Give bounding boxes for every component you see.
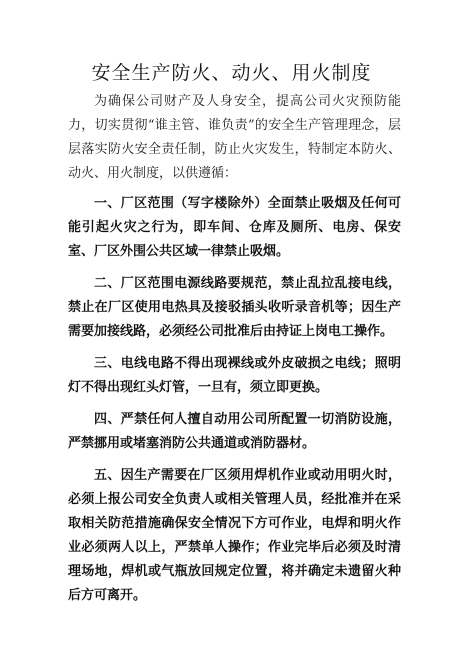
rule-item-1: 一、厂区范围（写字楼除外）全面禁止吸烟及任何可能引起火灾之行为，即车间、仓库及厕所、电房、保安室、厂区外围公共区域一律禁止吸烟。 [68, 196, 401, 259]
rule-item-2: 二、厂区范围电源线路要规范，禁止乱拉乱接电线，禁止在厂区使用电热具及接驳插头收听录音机等；因生产需要加接线路，必须经公司批准后由持证上岗电工操作。 [68, 276, 401, 339]
rule-item-4: 四、严禁任何人擅自动用公司所配置一切消防设施，严禁挪用或堵塞消防公共通道或消防器材。 [68, 412, 401, 451]
rule-item-5: 五、因生产需要在厂区须用焊机作业或动用明火时，必须上报公司安全负责人或相关管理人员，经批准并在采取相关防范措施确保安全情况下方可作业，电焊和明火作业必须两人以上，严禁单人操作；作业完毕后必须及时清理场地，焊机或气瓶放回规定位置，将并确定未遗留火种后方可离开。 [68, 468, 401, 603]
rule-item-3: 三、电线电路不得出现裸线或外皮破损之电线；照明灯不得出现红头灯管，一旦有，须立即更换。 [68, 356, 401, 395]
document-body [68, 90, 401, 608]
document-title: 安全生产防火、动火、用火制度 [91, 62, 372, 84]
intro-paragraph: 为确保公司财产及人身安全，提高公司火灾预防能力，切实贯彻“谁主管、谁负责”的安全生产管理理念，层层落实防火安全责任制，防止火灾发生，特制定本防火、动火、用火制度，以供遵循： [68, 94, 401, 181]
